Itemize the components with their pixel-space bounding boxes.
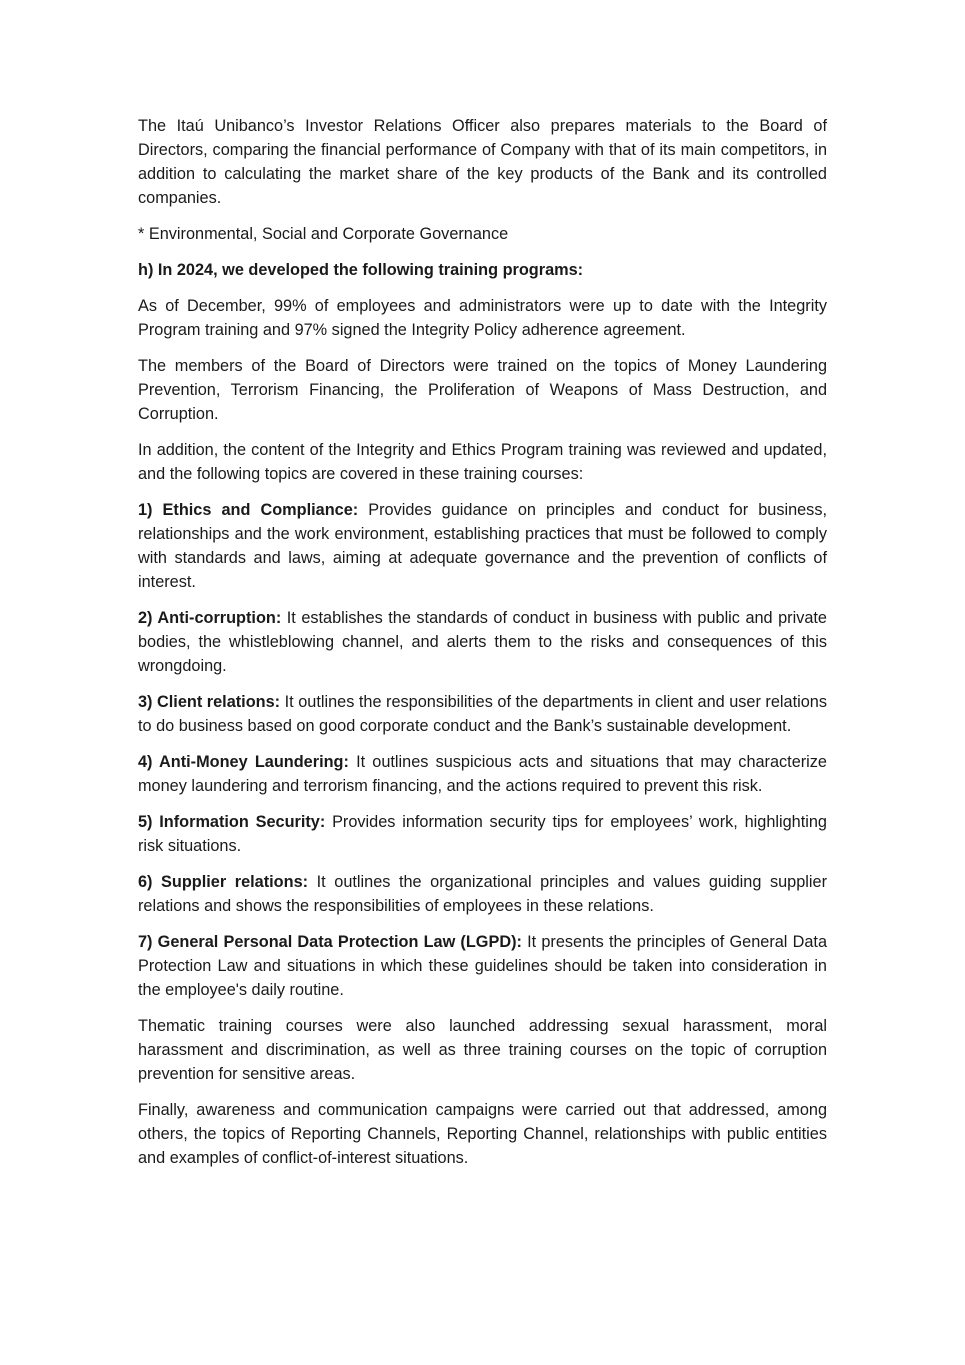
section-heading: h) In 2024, we developed the following training programs: [138,261,584,279]
topic-text: Provides guidance on principles and conduct for business, relationships and the work environment, establishing practices that must be followed to comply with standards and laws, aiming at adequate governance and the prevention of conflicts of interest. [138,501,827,591]
topic-text: It establishes the standards of conduct in business with public and private bodies, the whistleblowing channel, and alerts them to the risks and consequences of this wrongdoing. [138,609,827,675]
intro-paragraph: The Itaú Unibanco’s Investor Relations Officer also prepares materials to the Board of Directors, comparing the financial performance of Company with that of its main competitors, in addition to calculating the market share of the key products of the Bank and its controlled companies. [138,117,827,207]
document-page [138,114,827,1182]
topic-lead: 6) Supplier relations: [138,873,309,891]
topic-lead: 5) Information Security: [138,813,326,831]
topic-text: It outlines the organizational principles and values guiding supplier relations and shows the responsibilities of employees in these relations. [138,873,827,915]
topic-item [138,498,827,594]
program-update-paragraph: In addition, the content of the Integrity and Ethics Program training was reviewed and updated, and the following topics are covered in these training courses: [138,441,827,483]
topic-text: Provides information security tips for employees’ work, highlighting risk situations. [138,813,827,855]
topic-item [138,690,827,738]
board-training-paragraph: The members of the Board of Directors were trained on the topics of Money Laundering Prevention, Terrorism Financing, the Proliferation of Weapons of Mass Destruction, and Corruption. [138,357,827,423]
awareness-campaigns-paragraph: Finally, awareness and communication campaigns were carried out that addressed, among others, the topics of Reporting Channels, Reporting Channel, relationships with public entities and examples of conflict-of-interest situations. [138,1101,827,1167]
topic-item [138,606,827,678]
topic-lead: 1) Ethics and Compliance: [138,501,359,519]
topic-item [138,750,827,798]
topic-text: It presents the principles of General Data Protection Law and situations in which these guidelines should be taken into consideration in the employee's daily routine. [138,933,827,999]
topic-lead: 3) Client relations: [138,693,281,711]
topic-lead: 7) General Personal Data Protection Law (LGPD): [138,933,522,951]
topic-item [138,810,827,858]
topic-lead: 4) Anti-Money Laundering: [138,753,349,771]
topic-text: It outlines the responsibilities of the departments in client and user relations to do business based on good corporate conduct and the Bank’s sustainable development. [138,693,827,735]
esg-footnote: * Environmental, Social and Corporate Governance [138,225,509,243]
topic-text: It outlines suspicious acts and situations that may characterize money laundering and terrorism financing, and the actions required to prevent this risk. [138,753,827,795]
training-stats-paragraph: As of December, 99% of employees and administrators were up to date with the Integrity Program training and 97% signed the Integrity Policy adherence agreement. [138,297,827,339]
topic-item [138,930,827,1002]
thematic-training-paragraph: Thematic training courses were also launched addressing sexual harassment, moral harassment and discrimination, as well as three training courses on the topic of corruption prevention for sensitive areas. [138,1017,827,1083]
topic-lead: 2) Anti-corruption: [138,609,282,627]
topic-item [138,870,827,918]
